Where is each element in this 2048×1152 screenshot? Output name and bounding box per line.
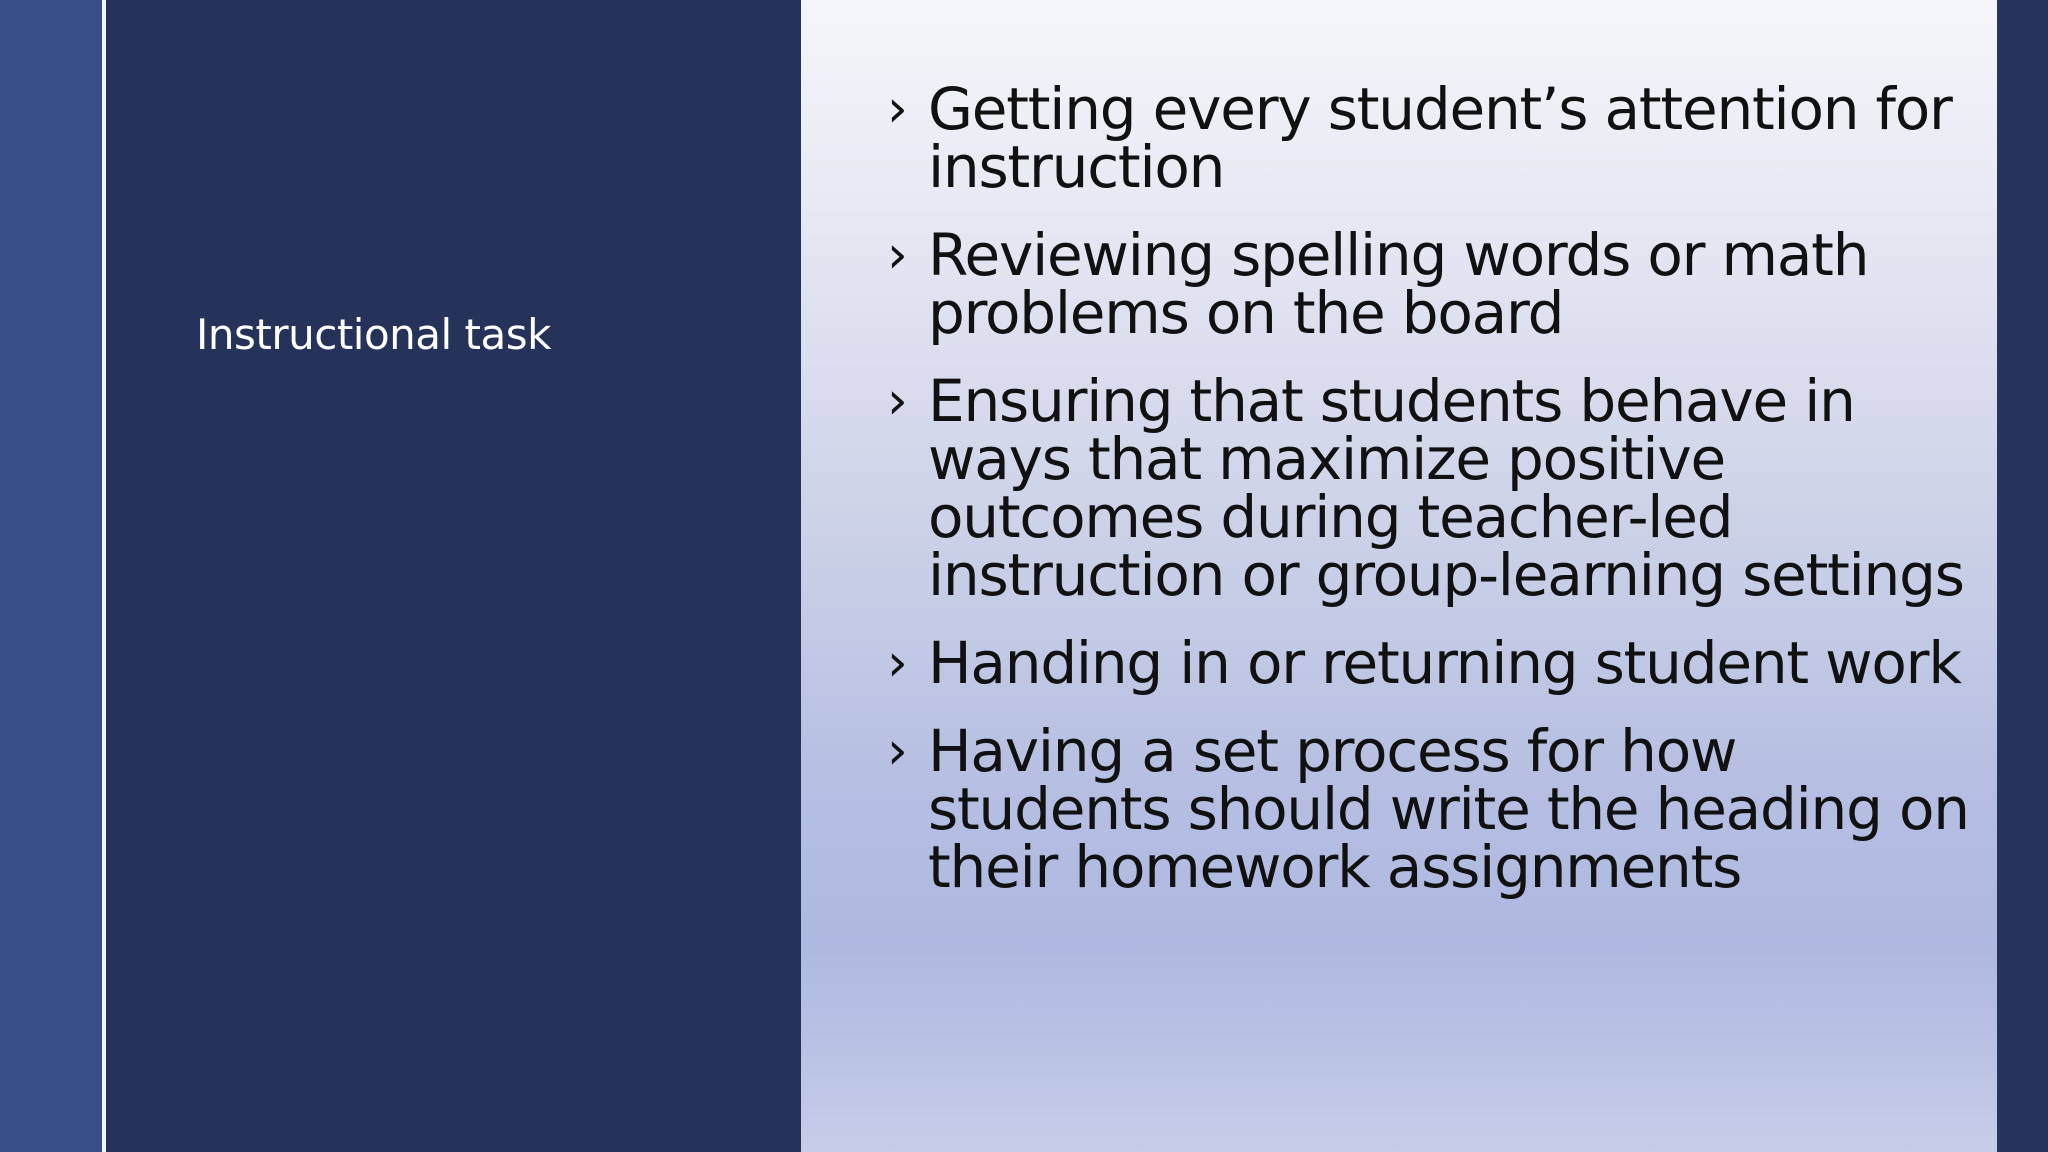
chevron-right-icon: › bbox=[887, 721, 907, 781]
chevron-right-icon: › bbox=[887, 225, 907, 285]
bullet-item bbox=[801, 717, 1978, 901]
content-panel bbox=[801, 0, 1997, 1152]
title-panel bbox=[106, 0, 801, 1152]
bullet-item bbox=[801, 75, 1978, 201]
bullet-item bbox=[801, 629, 1978, 697]
right-edge-strip bbox=[1997, 0, 2048, 1152]
section-title: Instructional task bbox=[196, 310, 551, 359]
bullet-list bbox=[801, 75, 1997, 926]
bullet-text: Ensuring that students behave in ways that maximize positive outcomes during teacher-led instruction or group-learning settings bbox=[928, 367, 1964, 609]
bullet-item bbox=[801, 367, 1978, 609]
chevron-right-icon: › bbox=[887, 633, 907, 693]
bullet-text: Getting every student’s attention for instruction bbox=[928, 75, 1952, 201]
bullet-text: Handing in or returning student work bbox=[928, 629, 1961, 697]
chevron-right-icon: › bbox=[887, 371, 907, 431]
bullet-item bbox=[801, 221, 1978, 347]
chevron-right-icon: › bbox=[887, 79, 907, 139]
bullet-text: Having a set process for how students should write the heading on their homework assignments bbox=[928, 717, 1969, 901]
left-accent-stripe bbox=[0, 0, 102, 1152]
bullet-text: Reviewing spelling words or math problems on the board bbox=[928, 221, 1869, 347]
